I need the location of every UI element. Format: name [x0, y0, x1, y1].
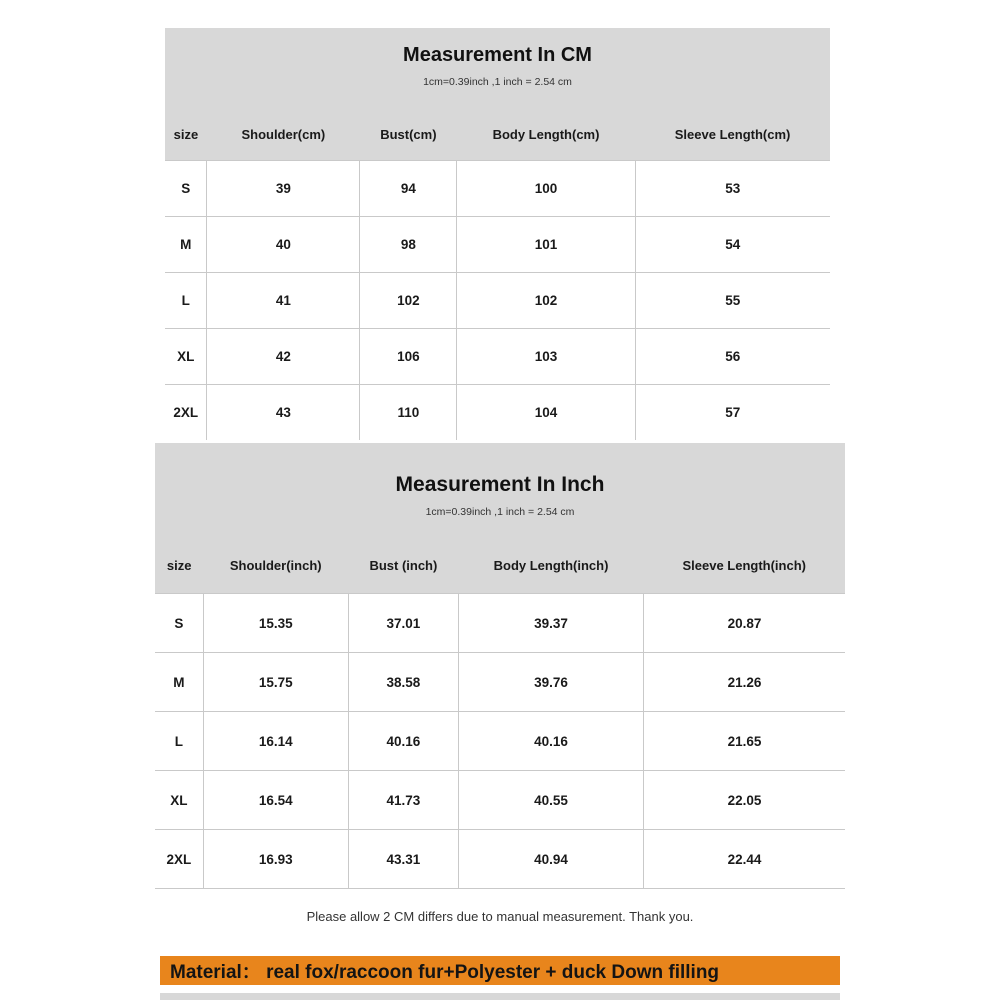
measurement-cell: 15.35 [203, 594, 348, 653]
size-cell: 2XL [155, 830, 203, 889]
column-header: Bust(cm) [360, 108, 457, 161]
column-header: size [155, 538, 203, 594]
size-cell: 2XL [165, 385, 207, 441]
measurement-cell: 39 [207, 161, 360, 217]
measurement-cell: 16.14 [203, 712, 348, 771]
measurement-cell: 16.93 [203, 830, 348, 889]
measurement-cell: 21.26 [643, 653, 845, 712]
inch-table-header [155, 443, 845, 538]
table-row [165, 273, 830, 329]
measurement-cell: 94 [360, 161, 457, 217]
measurement-cell: 41.73 [348, 771, 458, 830]
table-row [155, 653, 845, 712]
column-header: Shoulder(inch) [203, 538, 348, 594]
measurement-cell: 57 [635, 385, 830, 441]
column-header: Sleeve Length(cm) [635, 108, 830, 161]
bottom-section-strip [160, 993, 840, 1000]
size-cell: M [155, 653, 203, 712]
inch-measurement-table-block [155, 443, 845, 943]
measurement-cell: 102 [360, 273, 457, 329]
measurement-cell: 16.54 [203, 771, 348, 830]
measurement-cell: 43 [207, 385, 360, 441]
measurement-cell: 98 [360, 217, 457, 273]
measurement-cell: 106 [360, 329, 457, 385]
measurement-note: Please allow 2 CM differs due to manual measurement. Thank you. [155, 888, 845, 943]
cm-measurement-table-block [165, 28, 830, 440]
measurement-cell: 22.44 [643, 830, 845, 889]
column-header: Body Length(inch) [459, 538, 644, 594]
table-row [155, 771, 845, 830]
cm-table-subtitle: 1cm=0.39inch ,1 inch = 2.54 cm [423, 76, 572, 88]
inch-size-table [155, 538, 845, 888]
measurement-cell: 103 [457, 329, 635, 385]
cm-table-header [165, 28, 830, 108]
size-cell: S [165, 161, 207, 217]
material-banner: Material： real fox/raccoon fur+Polyester + duck Down filling [160, 956, 840, 985]
table-row [155, 712, 845, 771]
measurement-cell: 54 [635, 217, 830, 273]
table-row [165, 385, 830, 441]
column-header: Sleeve Length(inch) [643, 538, 845, 594]
measurement-cell: 37.01 [348, 594, 458, 653]
table-row [155, 830, 845, 889]
inch-header-row [155, 538, 845, 594]
measurement-cell: 21.65 [643, 712, 845, 771]
column-header: Shoulder(cm) [207, 108, 360, 161]
measurement-cell: 39.37 [459, 594, 644, 653]
measurement-cell: 22.05 [643, 771, 845, 830]
cm-header-row [165, 108, 830, 161]
table-row [155, 594, 845, 653]
measurement-cell: 15.75 [203, 653, 348, 712]
inch-table-title: Measurement In Inch [395, 473, 605, 496]
measurement-cell: 38.58 [348, 653, 458, 712]
measurement-cell: 102 [457, 273, 635, 329]
measurement-cell: 40.55 [459, 771, 644, 830]
measurement-cell: 40.16 [348, 712, 458, 771]
measurement-cell: 101 [457, 217, 635, 273]
measurement-cell: 104 [457, 385, 635, 441]
column-header: Bust (inch) [348, 538, 458, 594]
cm-size-table [165, 108, 830, 440]
size-cell: L [165, 273, 207, 329]
column-header: size [165, 108, 207, 161]
table-row [165, 217, 830, 273]
inch-table-subtitle: 1cm=0.39inch ,1 inch = 2.54 cm [425, 506, 575, 518]
size-cell: XL [155, 771, 203, 830]
measurement-cell: 42 [207, 329, 360, 385]
cm-table-title: Measurement In CM [403, 44, 592, 66]
measurement-cell: 43.31 [348, 830, 458, 889]
measurement-cell: 41 [207, 273, 360, 329]
measurement-cell: 56 [635, 329, 830, 385]
size-cell: M [165, 217, 207, 273]
size-cell: L [155, 712, 203, 771]
measurement-cell: 55 [635, 273, 830, 329]
size-cell: XL [165, 329, 207, 385]
table-row [165, 329, 830, 385]
table-row [165, 161, 830, 217]
measurement-cell: 20.87 [643, 594, 845, 653]
measurement-cell: 40 [207, 217, 360, 273]
measurement-cell: 110 [360, 385, 457, 441]
measurement-cell: 40.16 [459, 712, 644, 771]
measurement-cell: 53 [635, 161, 830, 217]
measurement-cell: 40.94 [459, 830, 644, 889]
measurement-cell: 39.76 [459, 653, 644, 712]
size-cell: S [155, 594, 203, 653]
column-header: Body Length(cm) [457, 108, 635, 161]
measurement-cell: 100 [457, 161, 635, 217]
